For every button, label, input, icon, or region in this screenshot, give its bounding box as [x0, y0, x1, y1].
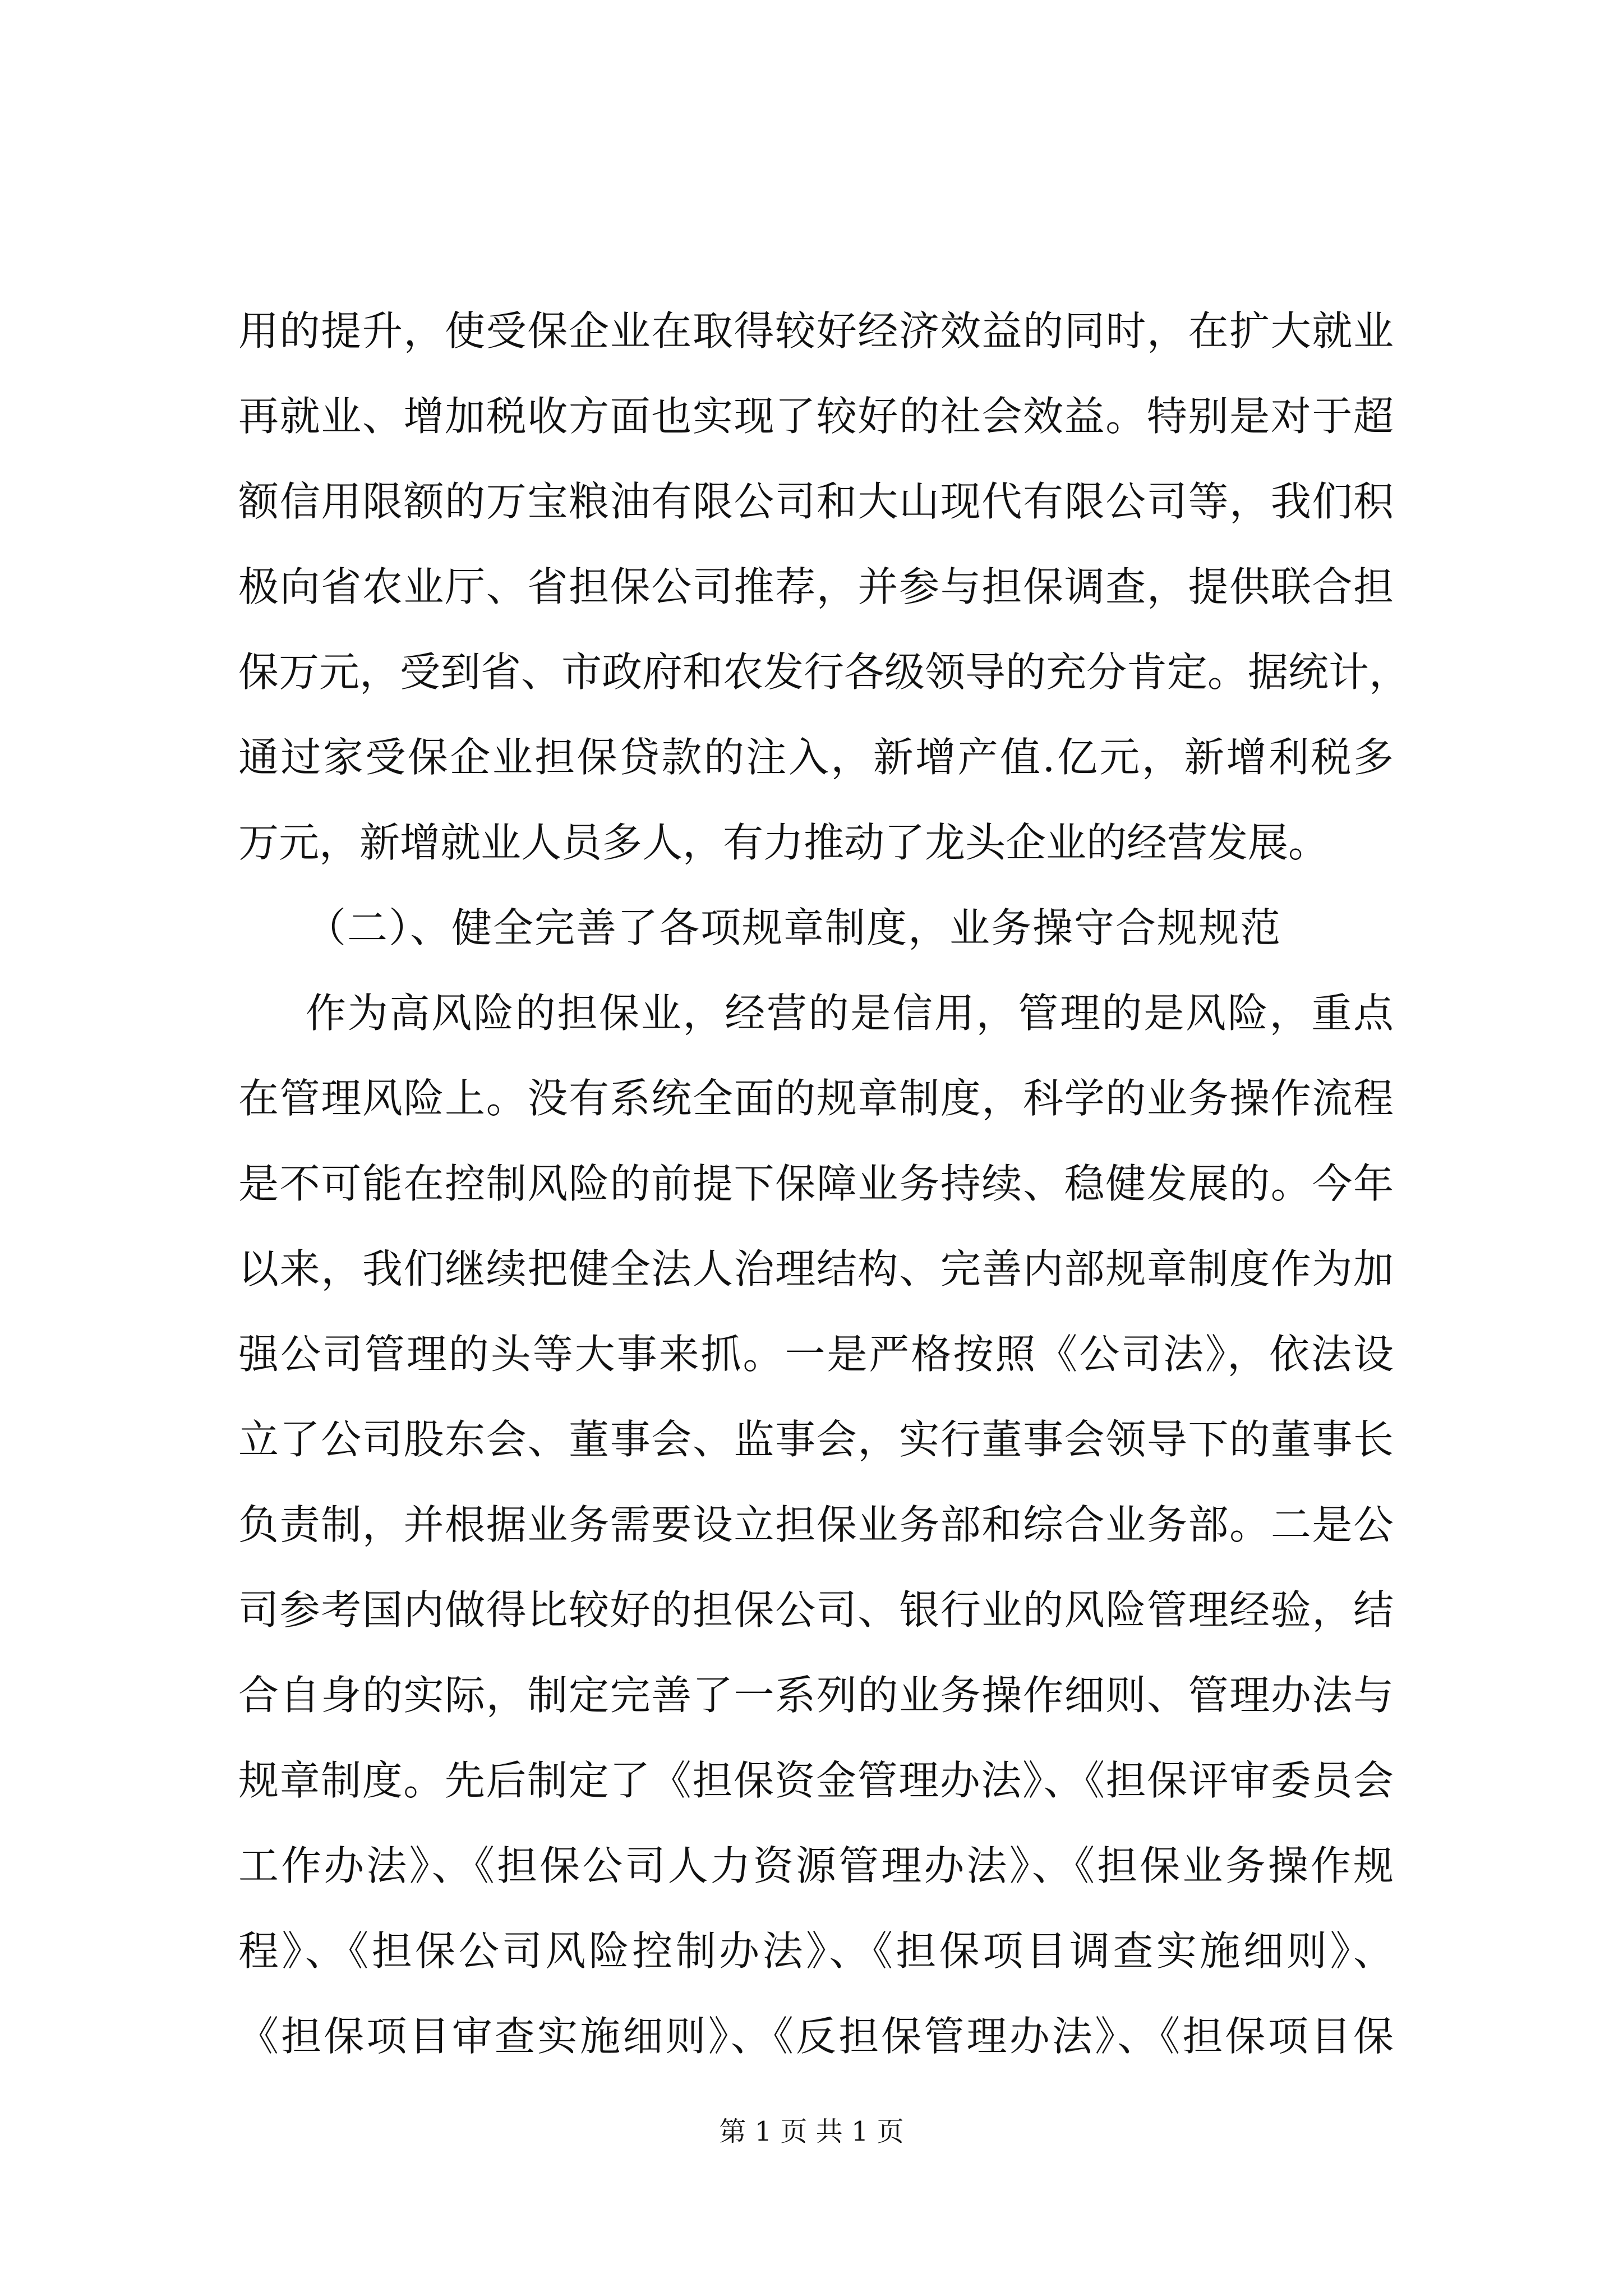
page-footer: 第 1 页 共 1 页: [719, 2116, 904, 2147]
text-line-20: 程》、《担保公司风险控制办法》、《担保项目调查实施细则》、: [238, 1927, 1394, 1975]
text-line-17: 合自身的实际，制定完善了一系列的业务操作细则、管理办法与: [238, 1672, 1394, 1719]
text-line-21: 《担保项目审查实施细则》、《反担保管理办法》、《担保项目保: [238, 2013, 1394, 2060]
text-line-9: 作为高风险的担保业，经营的是信用，管理的是风险，重点: [306, 990, 1394, 1037]
text-line-1: 用的提升，使受保企业在取得较好经济效益的同时，在扩大就业: [238, 307, 1394, 355]
text-line-13: 强公司管理的头等大事来抓。一是严格按照《公司法》，依法设: [238, 1331, 1394, 1378]
text-line-2: 再就业、增加税收方面也实现了较好的社会效益。特别是对于超: [238, 393, 1394, 440]
text-line-15: 负责制，并根据业务需要设立担保业务部和综合业务部。二是公: [238, 1501, 1394, 1548]
text-line-14: 立了公司股东会、董事会、监事会，实行董事会领导下的董事长: [238, 1416, 1394, 1463]
text-line-16: 司参考国内做得比较好的担保公司、银行业的风险管理经验，结: [238, 1586, 1394, 1634]
section-heading: （二）、健全完善了各项规章制度，业务操守合规规范: [306, 904, 1282, 951]
text-line-18: 规章制度。先后制定了《担保资金管理办法》、《担保评审委员会: [238, 1757, 1394, 1804]
text-line-19: 工作办法》、《担保公司人力资源管理办法》、《担保业务操作规: [238, 1842, 1394, 1889]
text-line-6: 通过家受保企业担保贷款的注入，新增产值.亿元，新增利税多: [238, 734, 1394, 781]
text-line-11: 是不可能在控制风险的前提下保障业务持续、稳健发展的。今年: [238, 1160, 1394, 1207]
text-line-12: 以来，我们继续把健全法人治理结构、完善内部规章制度作为加: [238, 1245, 1394, 1292]
text-line-10: 在管理风险上。没有系统全面的规章制度，科学的业务操作流程: [238, 1075, 1394, 1122]
text-line-7: 万元，新增就业人员多人，有力推动了龙头企业的经营发展。: [238, 819, 1329, 866]
text-line-5: 保万元，受到省、市政府和农发行各级领导的充分肯定。据统计，: [238, 648, 1410, 696]
text-line-4: 极向省农业厅、省担保公司推荐，并参与担保调查，提供联合担: [238, 563, 1394, 610]
text-line-3: 额信用限额的万宝粮油有限公司和大山现代有限公司等，我们积: [238, 478, 1394, 525]
